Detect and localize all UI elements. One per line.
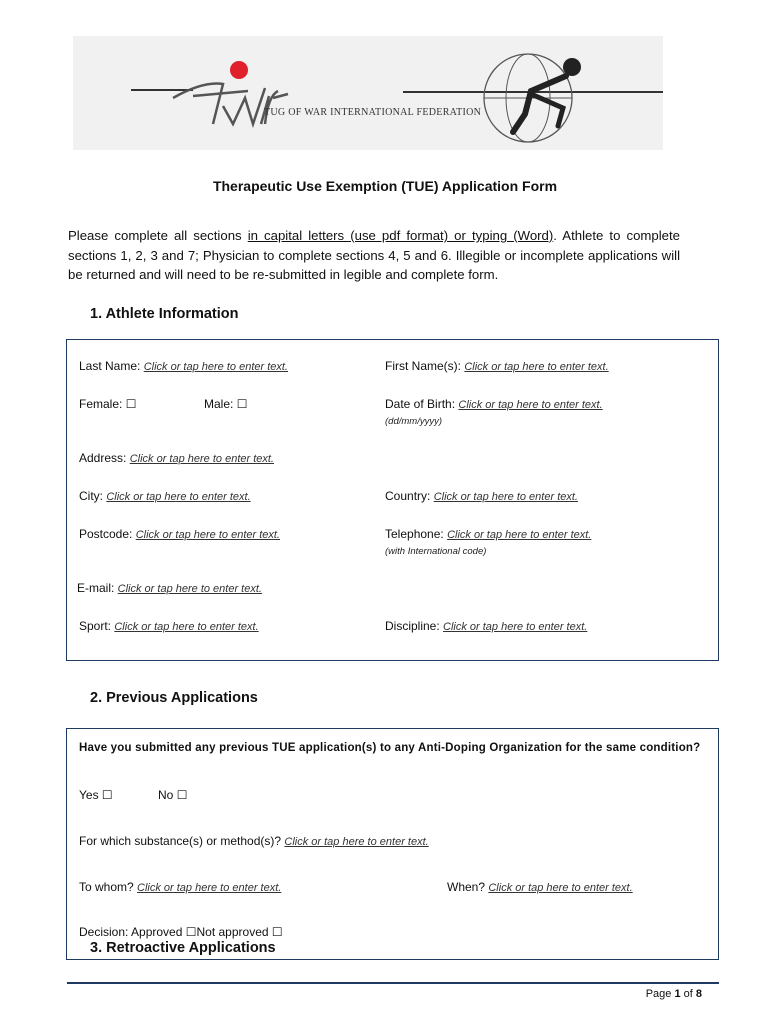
form-instructions <box>68 226 680 285</box>
yes-label: Yes <box>79 788 102 802</box>
to-whom-field <box>79 880 281 894</box>
page-word: Page <box>645 988 675 1000</box>
not-approved-checkbox[interactable]: ☐ <box>271 925 283 939</box>
email-field <box>77 581 262 595</box>
city-input[interactable]: Click or tap here to enter text. <box>106 491 251 503</box>
postcode-input[interactable]: Click or tap here to enter text. <box>135 529 280 541</box>
page-total: 8 <box>695 988 702 1000</box>
telephone-input[interactable]: Click or tap here to enter text. <box>447 529 592 541</box>
dob-field <box>385 397 603 411</box>
section3-heading: 3. Retroactive Applications <box>90 940 276 956</box>
substance-label: For which substance(s) or method(s)? <box>79 834 285 848</box>
when-input[interactable]: Click or tap here to enter text. <box>488 882 633 894</box>
page-current: 1 <box>674 988 681 1000</box>
no-label: No <box>158 788 177 802</box>
yes-checkbox[interactable]: ☐ <box>101 788 113 802</box>
previous-tue-question: Have you submitted any previous TUE application(s) to any Anti-Doping Organization for the same condition? <box>79 742 701 754</box>
substance-input[interactable]: Click or tap here to enter text. <box>284 836 429 848</box>
address-input[interactable]: Click or tap here to enter text. <box>129 453 274 465</box>
first-name-field <box>385 359 609 373</box>
of-word: of <box>680 988 696 1000</box>
dob-input[interactable]: Click or tap here to enter text. <box>458 399 603 411</box>
intro-text-1: Please complete all sections <box>68 228 248 243</box>
male-label: Male: <box>204 397 237 411</box>
postcode-label: Postcode: <box>79 527 136 541</box>
first-name-input[interactable]: Click or tap here to enter text. <box>464 361 609 373</box>
decision-label: Decision: Approved <box>79 925 186 939</box>
male-field <box>204 397 247 411</box>
address-label: Address: <box>79 451 130 465</box>
when-field <box>447 880 633 894</box>
dob-format-hint: (dd/mm/yyyy) <box>385 416 442 427</box>
not-approved-label: Not approved <box>196 925 272 939</box>
email-label: E-mail: <box>77 581 118 595</box>
form-title: Therapeutic Use Exemption (TUE) Application Form <box>212 178 558 194</box>
discipline-input[interactable]: Click or tap here to enter text. <box>443 621 588 633</box>
to-whom-label: To whom? <box>79 880 138 894</box>
intro-underlined-text: in capital letters (use pdf format) or typing (Word) <box>247 228 554 243</box>
substance-field <box>79 834 429 848</box>
last-name-field <box>79 359 288 373</box>
telephone-hint: (with International code) <box>385 546 487 557</box>
female-field <box>79 397 136 411</box>
previous-applications-box <box>66 728 719 960</box>
sport-field <box>79 619 259 633</box>
address-field <box>79 451 274 465</box>
intro-text-2: . Athlete to complete sections 1, 2, 3 and 7; Physician to complete sections 4, 5 and 6. Illegible or incomplete applications will be returned and will need to be re-submitted in legible and complete form. <box>68 228 681 282</box>
discipline-label: Discipline: <box>385 619 444 633</box>
logo-banner <box>73 36 663 150</box>
athlete-info-box <box>66 339 719 661</box>
first-name-label: First Name(s): <box>385 359 465 373</box>
section2-heading: 2. Previous Applications <box>90 690 258 706</box>
country-label: Country: <box>385 489 434 503</box>
page-number <box>646 988 702 1000</box>
country-input[interactable]: Click or tap here to enter text. <box>433 491 578 503</box>
no-field <box>158 788 187 802</box>
to-whom-input[interactable]: Click or tap here to enter text. <box>137 882 282 894</box>
section1-heading: 1. Athlete Information <box>90 306 239 322</box>
when-label: When? <box>447 880 489 894</box>
country-field <box>385 489 578 503</box>
last-name-input[interactable]: Click or tap here to enter text. <box>143 361 288 373</box>
decision-field <box>79 925 283 939</box>
last-name-label: Last Name: <box>79 359 144 373</box>
yes-field <box>79 788 113 802</box>
no-checkbox[interactable]: ☐ <box>176 788 188 802</box>
city-label: City: <box>79 489 107 503</box>
sport-label: Sport: <box>79 619 115 633</box>
logo-org-name: TUG OF WAR INTERNATIONAL FEDERATION <box>264 107 482 118</box>
telephone-label: Telephone: <box>385 527 448 541</box>
postcode-field <box>79 527 280 541</box>
sport-input[interactable]: Click or tap here to enter text. <box>114 621 259 633</box>
footer-divider <box>67 982 719 984</box>
discipline-field <box>385 619 587 633</box>
email-input[interactable]: Click or tap here to enter text. <box>117 583 262 595</box>
city-field <box>79 489 251 503</box>
twif-logo-graphic <box>73 36 663 150</box>
female-checkbox[interactable]: ☐ <box>125 397 137 411</box>
female-label: Female: <box>79 397 126 411</box>
dob-label: Date of Birth: <box>385 397 459 411</box>
approved-checkbox[interactable]: ☐ <box>185 925 197 939</box>
male-checkbox[interactable]: ☐ <box>236 397 248 411</box>
telephone-field <box>385 527 591 541</box>
